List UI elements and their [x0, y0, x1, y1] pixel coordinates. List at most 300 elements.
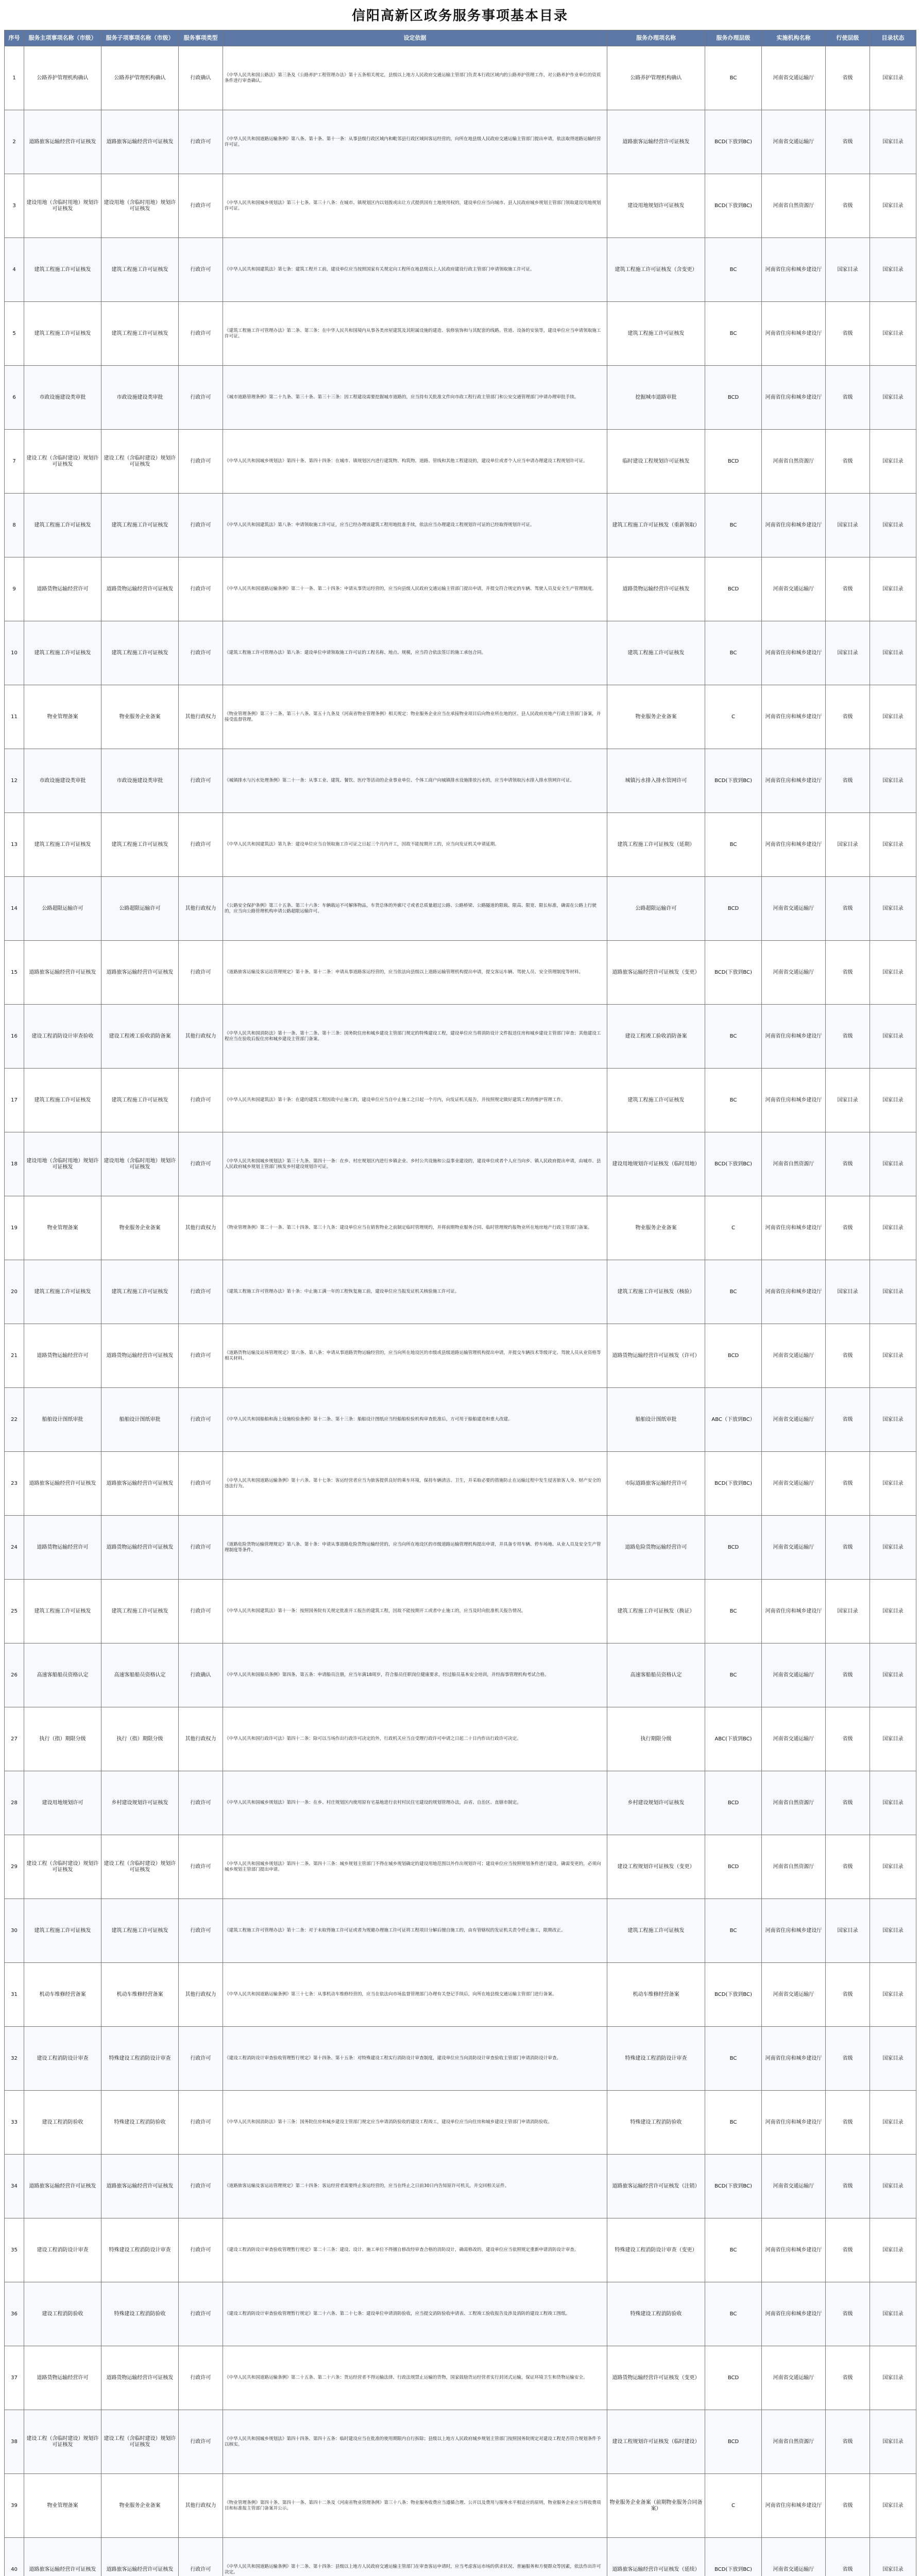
item-type: 行政许可 — [179, 2091, 223, 2155]
implementing-agency: 河南省住房和城乡建设厅 — [762, 366, 826, 430]
item-type: 行政许可 — [179, 366, 223, 430]
implementing-agency: 河南省住房和城乡建设厅 — [762, 1580, 826, 1643]
table-row — [5, 1324, 916, 1388]
catalog-status: 国家目录 — [870, 557, 916, 621]
row-number: 24 — [5, 1516, 24, 1580]
exercise-level: 省级 — [826, 1835, 870, 1899]
main-item-name: 建筑工程施工许可证核发 — [24, 1069, 101, 1132]
main-item-name: 建设工程消防设计审查 — [24, 2027, 101, 2091]
item-type: 行政许可 — [179, 621, 223, 685]
main-item-name: 道路旅客运输经营许可证核发 — [24, 2155, 101, 2218]
legal-basis: 《中华人民共和国城乡规划法》第三十七条、第三十八条：在城市、镇规划区内以划拨或出让方式提供国有土地使用权的，建设单位应当向城市、县人民政府城乡规划主管部门领取建设用地规划许可证。 — [223, 174, 607, 238]
legal-basis: 《中华人民共和国道路运输条例》第二十一条、第二十四条：申请从事货运经营的，应当向县级人民政府交通运输主管部门提出申请，并提交符合规定的车辆、驾驶人员及安全生产管理制度。 — [223, 557, 607, 621]
main-item-name: 道路货物运输经营许可 — [24, 2346, 101, 2410]
service-item-name: 物业服务企业备案 — [607, 685, 705, 749]
row-number: 16 — [5, 1005, 24, 1069]
catalog-status: 国家目录 — [870, 110, 916, 174]
service-item-name: 建筑工程施工许可证核发 — [607, 621, 705, 685]
row-number: 1 — [5, 46, 24, 110]
legal-basis: 《建筑工程施工许可管理办法》第八条：建设单位申请领取施工许可证的工程名称、地点、规模，应当符合依法签订的施工承包合同。 — [223, 621, 607, 685]
table-row — [5, 174, 916, 238]
item-type: 行政许可 — [179, 302, 223, 366]
sub-item-name: 市政设施建设类审批 — [101, 366, 179, 430]
handling-level: BC — [705, 621, 762, 685]
main-item-name: 建设用地（含临时用地）规划许可证核发 — [24, 1132, 101, 1196]
legal-basis: 《建筑工程施工许可管理办法》第十条：中止施工满一年的工程恢复施工前，建设单位应当报发证机关核验施工许可证。 — [223, 1260, 607, 1324]
sub-item-name: 道路货物运输经营许可证核发 — [101, 2346, 179, 2410]
table-row — [5, 1452, 916, 1516]
catalog-status: 国家目录 — [870, 2410, 916, 2474]
legal-basis: 《中华人民共和国建筑法》第七条：建筑工程开工前，建设单位应当按照国家有关规定向工程所在地县级以上人民政府建设行政主管部门申请领取施工许可证。 — [223, 238, 607, 302]
sub-item-name: 建筑工程施工许可证核发 — [101, 238, 179, 302]
sub-item-name: 特殊建设工程消防验收 — [101, 2282, 179, 2346]
catalog-status: 国家目录 — [870, 621, 916, 685]
item-type: 其他行政权力 — [179, 877, 223, 941]
item-type: 行政许可 — [179, 2282, 223, 2346]
exercise-level: 国家目录 — [826, 494, 870, 557]
sub-item-name: 特殊建设工程消防设计审查 — [101, 2218, 179, 2282]
exercise-level: 省级 — [826, 1771, 870, 1835]
item-type: 其他行政权力 — [179, 1707, 223, 1771]
exercise-level: 国家目录 — [826, 1069, 870, 1132]
main-item-name: 道路旅客运输经营许可证核发 — [24, 1452, 101, 1516]
column-header: 服务主项事项名称（市级） — [24, 30, 101, 46]
catalog-status: 国家目录 — [870, 1324, 916, 1388]
implementing-agency: 河南省交通运输厅 — [762, 1707, 826, 1771]
table-row — [5, 2155, 916, 2218]
handling-level: C — [705, 685, 762, 749]
catalog-status: 国家目录 — [870, 494, 916, 557]
handling-level: BC — [705, 302, 762, 366]
implementing-agency: 河南省住房和城乡建设厅 — [762, 2218, 826, 2282]
main-item-name: 建筑工程施工许可证核发 — [24, 1580, 101, 1643]
exercise-level: 省级 — [826, 877, 870, 941]
row-number: 39 — [5, 2474, 24, 2538]
exercise-level: 国家目录 — [826, 1580, 870, 1643]
item-type: 行政许可 — [179, 2346, 223, 2410]
row-number: 40 — [5, 2538, 24, 2576]
main-item-name: 道路旅客运输经营许可证核发 — [24, 941, 101, 1005]
implementing-agency: 河南省住房和城乡建设厅 — [762, 1899, 826, 1963]
service-item-name: 市际道路旅客运输经营许可 — [607, 1452, 705, 1516]
catalog-status: 国家目录 — [870, 1899, 916, 1963]
exercise-level: 省级 — [826, 2410, 870, 2474]
service-item-name: 特殊建设工程消防设计审查 — [607, 2027, 705, 2091]
service-item-name: 道路货物运输经营许可证核发（许可） — [607, 1324, 705, 1388]
exercise-level: 省级 — [826, 46, 870, 110]
main-item-name: 建筑工程施工许可证核发 — [24, 302, 101, 366]
catalog-status: 国家目录 — [870, 813, 916, 877]
main-item-name: 机动车维修经营备案 — [24, 1963, 101, 2027]
exercise-level: 省级 — [826, 2282, 870, 2346]
legal-basis: 《建设工程消防设计审查验收管理暂行规定》第二十六条、第二十七条：建设单位申请消防验收，应当提交消防验收申请表、工程竣工验收报告及涉及消防的建设工程竣工图纸。 — [223, 2282, 607, 2346]
implementing-agency: 河南省住房和城乡建设厅 — [762, 2027, 826, 2091]
sub-item-name: 道路货物运输经营许可证核发 — [101, 1324, 179, 1388]
handling-level: BC — [705, 2027, 762, 2091]
item-type: 行政许可 — [179, 174, 223, 238]
item-type: 行政确认 — [179, 1643, 223, 1707]
row-number: 2 — [5, 110, 24, 174]
table-row — [5, 1707, 916, 1771]
service-item-name: 建筑工程施工许可证核发（重新领取） — [607, 494, 705, 557]
legal-basis: 《中华人民共和国建筑法》第八条：申请领取施工许可证，应当已经办理该建筑工程用地批准手续，依法应当办理建设工程规划许可证的已经取得规划许可证。 — [223, 494, 607, 557]
legal-basis: 《中华人民共和国道路运输条例》第十六条、第十七条：客运经营者应当为旅客提供良好的乘车环境，保持车辆清洁、卫生，并采取必要的措施防止在运输过程中发生侵害旅客人身、财产安全的违法行为。 — [223, 1452, 607, 1516]
implementing-agency: 河南省住房和城乡建设厅 — [762, 2091, 826, 2155]
catalog-status: 国家目录 — [870, 1452, 916, 1516]
exercise-level: 省级 — [826, 1324, 870, 1388]
row-number: 11 — [5, 685, 24, 749]
item-type: 行政许可 — [179, 110, 223, 174]
main-item-name: 执行（指）期限分级 — [24, 1707, 101, 1771]
handling-level: BC — [705, 1005, 762, 1069]
legal-basis: 《中华人民共和国城乡规划法》第四十四条、第四十五条：临时建设应当在批准的使用期限内自行拆除；县级以上地方人民政府城乡规划主管部门按照国务院规定对建设工程是否符合规划条件予以核实。 — [223, 2410, 607, 2474]
main-item-name: 市政设施建设类审批 — [24, 749, 101, 813]
service-item-name: 建筑工程施工许可证核发（换证） — [607, 1580, 705, 1643]
implementing-agency: 河南省自然资源厅 — [762, 2410, 826, 2474]
implementing-agency: 河南省住房和城乡建设厅 — [762, 494, 826, 557]
implementing-agency: 河南省住房和城乡建设厅 — [762, 1196, 826, 1260]
table-row — [5, 1516, 916, 1580]
handling-level: BCD — [705, 2410, 762, 2474]
legal-basis: 《公路安全保护条例》第三十五条、第三十六条：车辆载运不可解体物品，车货总体的外廓尺寸或者总质量超过公路、公路桥梁、公路隧道的限载、限高、限宽、限长标准，确需在公路上行驶的，应当向公路管理机构申请公路超限运输许可。 — [223, 877, 607, 941]
row-number: 3 — [5, 174, 24, 238]
row-number: 8 — [5, 494, 24, 557]
handling-level: BC — [705, 1069, 762, 1132]
exercise-level: 省级 — [826, 749, 870, 813]
legal-basis: 《中华人民共和国城乡规划法》第四十二条、第四十三条：城乡规划主管部门不得在城乡规划确定的建设用地范围以外作出规划许可；建设单位应当按照规划条件进行建设，确需变更的，必须向城乡规划主管部门提出申请。 — [223, 1835, 607, 1899]
sub-item-name: 道路旅客运输经营许可证核发 — [101, 2155, 179, 2218]
handling-level: BCD(下放到BC) — [705, 941, 762, 1005]
row-number: 38 — [5, 2410, 24, 2474]
main-item-name: 建设用地（含临时用地）规划许可证核发 — [24, 174, 101, 238]
item-type: 行政许可 — [179, 1132, 223, 1196]
row-number: 37 — [5, 2346, 24, 2410]
handling-level: BC — [705, 1260, 762, 1324]
item-type: 行政许可 — [179, 1069, 223, 1132]
table-row — [5, 2410, 916, 2474]
table-row — [5, 2346, 916, 2410]
service-item-name: 道路货物运输经营许可证核发 — [607, 557, 705, 621]
sub-item-name: 建筑工程施工许可证核发 — [101, 1069, 179, 1132]
implementing-agency: 河南省自然资源厅 — [762, 430, 826, 494]
exercise-level: 省级 — [826, 2027, 870, 2091]
table-row — [5, 1388, 916, 1452]
implementing-agency: 河南省住房和城乡建设厅 — [762, 302, 826, 366]
header-row — [5, 30, 916, 46]
implementing-agency: 河南省交通运输厅 — [762, 1963, 826, 2027]
exercise-level: 省级 — [826, 1516, 870, 1580]
service-item-name: 建设用地规划许可证核发（临时用地） — [607, 1132, 705, 1196]
catalog-status: 国家目录 — [870, 685, 916, 749]
service-item-name: 挖掘城市道路审批 — [607, 366, 705, 430]
catalog-status: 国家目录 — [870, 2282, 916, 2346]
handling-level: BC — [705, 813, 762, 877]
exercise-level: 省级 — [826, 1005, 870, 1069]
sub-item-name: 道路货物运输经营许可证核发 — [101, 1516, 179, 1580]
item-type: 行政许可 — [179, 557, 223, 621]
service-item-name: 建筑工程施工许可证核发 — [607, 302, 705, 366]
handling-level: BCD(下放到BC) — [705, 1963, 762, 2027]
legal-basis: 《建筑工程施工许可管理办法》第二条、第三条：在中华人民共和国境内从事各类房屋建筑及其附属设施的建造、装修装饰和与其配套的线路、管道、设备的安装等，建设单位应当申请领取施工许可证。 — [223, 302, 607, 366]
service-item-name: 执行期限分级 — [607, 1707, 705, 1771]
main-item-name: 建筑工程施工许可证核发 — [24, 1899, 101, 1963]
table-row — [5, 1835, 916, 1899]
table-row — [5, 621, 916, 685]
column-header: 服务办理层级 — [705, 30, 762, 46]
table-row — [5, 685, 916, 749]
catalog-status: 国家目录 — [870, 2091, 916, 2155]
catalog-status: 国家目录 — [870, 1132, 916, 1196]
sub-item-name: 公路养护管理机构确认 — [101, 46, 179, 110]
table-row — [5, 366, 916, 430]
handling-level: ABC（下放到BC） — [705, 1388, 762, 1452]
table-row — [5, 302, 916, 366]
legal-basis: 《中华人民共和国建筑法》第九条：建设单位应当自领取施工许可证之日起三个月内开工，因故不能按期开工的，应当向发证机关申请延期。 — [223, 813, 607, 877]
sub-item-name: 特殊建设工程消防验收 — [101, 2091, 179, 2155]
catalog-status: 国家目录 — [870, 1260, 916, 1324]
catalog-status: 国家目录 — [870, 430, 916, 494]
handling-level: BCD — [705, 430, 762, 494]
catalog-status: 国家目录 — [870, 1005, 916, 1069]
service-item-name: 公路超限运输许可 — [607, 877, 705, 941]
item-type: 其他行政权力 — [179, 1196, 223, 1260]
table-row — [5, 494, 916, 557]
exercise-level: 省级 — [826, 1643, 870, 1707]
implementing-agency: 河南省住房和城乡建设厅 — [762, 813, 826, 877]
item-type: 行政许可 — [179, 238, 223, 302]
implementing-agency: 河南省交通运输厅 — [762, 46, 826, 110]
row-number: 15 — [5, 941, 24, 1005]
main-item-name: 公路养护管理机构确认 — [24, 46, 101, 110]
implementing-agency: 河南省住房和城乡建设厅 — [762, 1260, 826, 1324]
service-item-name: 物业服务企业备案（前期物业服务合同备案） — [607, 2474, 705, 2538]
item-type: 行政许可 — [179, 1516, 223, 1580]
row-number: 20 — [5, 1260, 24, 1324]
item-type: 其他行政权力 — [179, 685, 223, 749]
catalog-status: 国家目录 — [870, 749, 916, 813]
sub-item-name: 道路旅客运输经营许可证核发 — [101, 941, 179, 1005]
main-item-name: 道路货物运输经营许可 — [24, 1324, 101, 1388]
item-type: 行政许可 — [179, 1835, 223, 1899]
catalog-status: 国家目录 — [870, 2218, 916, 2282]
sub-item-name: 建设用地（含临时用地）规划许可证核发 — [101, 1132, 179, 1196]
implementing-agency: 河南省交通运输厅 — [762, 1388, 826, 1452]
handling-level: BCD(下放到BC) — [705, 110, 762, 174]
handling-level: BC — [705, 2218, 762, 2282]
catalog-status: 国家目录 — [870, 46, 916, 110]
legal-basis: 《中华人民共和国消防法》第十一条、第十二条、第十三条：国务院住房和城乡建设主管部门规定的特殊建设工程，建设单位应当将消防设计文件报送住房和城乡建设主管部门审查；其他建设工程应当在验收后报住房和城乡建设主管部门备案。 — [223, 1005, 607, 1069]
exercise-level: 省级 — [826, 302, 870, 366]
table-row — [5, 1643, 916, 1707]
sub-item-name: 道路旅客运输经营许可证核发 — [101, 110, 179, 174]
row-number: 9 — [5, 557, 24, 621]
service-item-name: 建设工程规划许可证核发（临时建设） — [607, 2410, 705, 2474]
table-row — [5, 238, 916, 302]
main-item-name: 建筑工程施工许可证核发 — [24, 813, 101, 877]
main-item-name: 船舶设计图纸审批 — [24, 1388, 101, 1452]
item-type: 行政许可 — [179, 1899, 223, 1963]
column-header: 实施机构名称 — [762, 30, 826, 46]
item-type: 行政许可 — [179, 1260, 223, 1324]
catalog-status: 国家目录 — [870, 174, 916, 238]
column-header: 服务子项事项名称（市级） — [101, 30, 179, 46]
main-item-name: 物业管理备案 — [24, 2474, 101, 2538]
handling-level: ABC(下放到BC) — [705, 1707, 762, 1771]
handling-level: BC — [705, 1643, 762, 1707]
row-number: 6 — [5, 366, 24, 430]
table-row — [5, 557, 916, 621]
handling-level: BCD(下放到BC) — [705, 1452, 762, 1516]
table-row — [5, 2027, 916, 2091]
legal-basis: 《中华人民共和国公路法》第三条及《公路养护工程管理办法》第十五条相关规定，县级以上地方人民政府交通运输主管部门负责本行政区域内的公路养护管理工作，对公路养护作业单位的资质条件进行审查确认。 — [223, 46, 607, 110]
legal-basis: 《物业管理条例》第四十条、第四十一条、第四十二条及《河南省物业管理条例》第三十八条：物业服务收费应当遵循合理、公开以及费用与服务水平相适应的原则，物业服务企业应当将收费项目和标准报主管部门备案并公示。 — [223, 2474, 607, 2538]
exercise-level: 省级 — [826, 1388, 870, 1452]
catalog-status: 国家目录 — [870, 2346, 916, 2410]
implementing-agency: 河南省交通运输厅 — [762, 110, 826, 174]
implementing-agency: 河南省交通运输厅 — [762, 1324, 826, 1388]
item-type: 行政许可 — [179, 1388, 223, 1452]
item-type: 行政许可 — [179, 2538, 223, 2576]
table-row — [5, 941, 916, 1005]
table-row — [5, 46, 916, 110]
item-type: 行政许可 — [179, 2155, 223, 2218]
exercise-level: 省级 — [826, 366, 870, 430]
row-number: 27 — [5, 1707, 24, 1771]
legal-basis: 《道路旅客运输及客运站管理规定》第十条、第十二条：申请从事道路客运经营的，应当依法向县级以上道路运输管理机构提出申请，提交客运车辆、驾驶人员、安全管理制度等材料。 — [223, 941, 607, 1005]
table-row — [5, 813, 916, 877]
table-body — [5, 46, 916, 2576]
service-item-name: 建设工程竣工验收消防备案 — [607, 1005, 705, 1069]
row-number: 34 — [5, 2155, 24, 2218]
implementing-agency: 河南省交通运输厅 — [762, 557, 826, 621]
main-item-name: 道路货物运输经营许可 — [24, 1516, 101, 1580]
handling-level: BCD(下放到BC) — [705, 1132, 762, 1196]
exercise-level: 国家目录 — [826, 238, 870, 302]
main-item-name: 建筑工程施工许可证核发 — [24, 238, 101, 302]
catalog-status: 国家目录 — [870, 1516, 916, 1580]
implementing-agency: 河南省交通运输厅 — [762, 1516, 826, 1580]
sub-item-name: 市政设施建设类审批 — [101, 749, 179, 813]
catalog-status: 国家目录 — [870, 2155, 916, 2218]
row-number: 35 — [5, 2218, 24, 2282]
sub-item-name: 物业服务企业备案 — [101, 685, 179, 749]
table-row — [5, 1005, 916, 1069]
row-number: 10 — [5, 621, 24, 685]
legal-basis: 《物业管理条例》第二十一条、第三十四条、第三十九条：建设单位应当在销售物业之前制定临时管理规约，并将前期物业服务合同、临时管理规约报物业所在地房地产行政主管部门备案。 — [223, 1196, 607, 1260]
catalog-status: 国家目录 — [870, 941, 916, 1005]
sub-item-name: 执行（指）期限分级 — [101, 1707, 179, 1771]
exercise-level: 省级 — [826, 1132, 870, 1196]
service-item-name: 乡村建设规划许可证核发 — [607, 1771, 705, 1835]
table-row — [5, 2282, 916, 2346]
sub-item-name: 建设工程（含临时建设）规划许可证核发 — [101, 2410, 179, 2474]
service-item-name: 物业服务企业备案 — [607, 1196, 705, 1260]
row-number: 19 — [5, 1196, 24, 1260]
implementing-agency: 河南省交通运输厅 — [762, 941, 826, 1005]
exercise-level: 省级 — [826, 2155, 870, 2218]
implementing-agency: 河南省自然资源厅 — [762, 1835, 826, 1899]
sub-item-name: 物业服务企业备案 — [101, 1196, 179, 1260]
implementing-agency: 河南省交通运输厅 — [762, 2346, 826, 2410]
exercise-level: 省级 — [826, 110, 870, 174]
legal-basis: 《道路危险货物运输管理规定》第八条、第十条：申请从事道路危险货物运输经营的，应当向所在地设区的市级道路运输管理机构提出申请，并具备专用车辆、停车场地、从业人员及安全生产管理制度等条件。 — [223, 1516, 607, 1580]
row-number: 30 — [5, 1899, 24, 1963]
exercise-level: 国家目录 — [826, 1260, 870, 1324]
handling-level: BC — [705, 46, 762, 110]
item-type: 行政许可 — [179, 1771, 223, 1835]
main-item-name: 建设工程（含临时建设）规划许可证核发 — [24, 430, 101, 494]
catalog-status: 国家目录 — [870, 1069, 916, 1132]
sub-item-name: 建筑工程施工许可证核发 — [101, 1899, 179, 1963]
main-item-name: 建设用地规划许可 — [24, 1771, 101, 1835]
item-type: 行政许可 — [179, 1324, 223, 1388]
catalog-status: 国家目录 — [870, 2474, 916, 2538]
service-item-name: 道路货物运输经营许可证核发（变更） — [607, 2346, 705, 2410]
implementing-agency: 河南省住房和城乡建设厅 — [762, 238, 826, 302]
implementing-agency: 河南省住房和城乡建设厅 — [762, 1005, 826, 1069]
sub-item-name: 道路货物运输经营许可证核发 — [101, 557, 179, 621]
implementing-agency: 河南省交通运输厅 — [762, 877, 826, 941]
legal-basis: 《物业管理条例》第三十二条、第三十八条、第五十九条及《河南省物业管理条例》相关规定：物业服务企业应当在承接物业项目后向物业所在地的区、县人民政府房地产行政主管部门备案，并接受监督管理。 — [223, 685, 607, 749]
main-item-name: 物业管理备案 — [24, 685, 101, 749]
legal-basis: 《中华人民共和国船员条例》第四条、第五条：申请船员注册，应当年满18周岁，符合船员任职岗位健康要求，经过船员基本安全培训，并经海事管理机构考试合格。 — [223, 1643, 607, 1707]
table-row — [5, 749, 916, 813]
exercise-level: 省级 — [826, 174, 870, 238]
service-item-name: 建筑工程施工许可证核发（核验） — [607, 1260, 705, 1324]
handling-level: BCD — [705, 1516, 762, 1580]
exercise-level: 省级 — [826, 2474, 870, 2538]
table-row — [5, 877, 916, 941]
service-item-name: 道路旅客运输经营许可证核发（延续） — [607, 2538, 705, 2576]
row-number: 32 — [5, 2027, 24, 2091]
legal-basis: 《城镇排水与污水处理条例》第二十一条：从事工业、建筑、餐饮、医疗等活动的企业事业单位、个体工商户向城镇排水设施排放污水的，应当申请领取污水排入排水管网许可证。 — [223, 749, 607, 813]
main-item-name: 建筑工程施工许可证核发 — [24, 1260, 101, 1324]
table-row — [5, 1580, 916, 1643]
sub-item-name: 建筑工程施工许可证核发 — [101, 1580, 179, 1643]
item-type: 其他行政权力 — [179, 2474, 223, 2538]
legal-basis: 《中华人民共和国城乡规划法》第三十九条、第四十一条：在乡、村庄规划区内进行乡镇企业、乡村公共设施和公益事业建设的，建设单位或者个人应当向乡、镇人民政府提出申请，由城市、县人民政府城乡规划主管部门核发乡村建设规划许可证。 — [223, 1132, 607, 1196]
service-item-name: 建设用地规划许可证核发 — [607, 174, 705, 238]
exercise-level: 省级 — [826, 430, 870, 494]
implementing-agency: 河南省住房和城乡建设厅 — [762, 621, 826, 685]
handling-level: BCD — [705, 2346, 762, 2410]
implementing-agency: 河南省自然资源厅 — [762, 174, 826, 238]
service-item-name: 建筑工程施工许可证核发 — [607, 1899, 705, 1963]
legal-basis: 《建设工程消防设计审查验收管理暂行规定》第二十三条：建设、设计、施工单位不得擅自修改经审查合格的消防设计，确需修改的，建设单位应当依照规定重新申请消防设计审查。 — [223, 2218, 607, 2282]
handling-level: BCD — [705, 1324, 762, 1388]
main-item-name: 高速客船船员资格认定 — [24, 1643, 101, 1707]
service-item-name: 道路危险货物运输经营许可 — [607, 1516, 705, 1580]
row-number: 21 — [5, 1324, 24, 1388]
row-number: 26 — [5, 1643, 24, 1707]
handling-level: BCD — [705, 1835, 762, 1899]
item-type: 行政许可 — [179, 2218, 223, 2282]
main-item-name: 建筑工程施工许可证核发 — [24, 494, 101, 557]
exercise-level: 省级 — [826, 1963, 870, 2027]
service-item-name: 道路旅客运输经营许可证核发（变更） — [607, 941, 705, 1005]
item-type: 行政许可 — [179, 494, 223, 557]
table-row — [5, 2474, 916, 2538]
table-row — [5, 1963, 916, 2027]
table-row — [5, 1132, 916, 1196]
handling-level: BCD — [705, 877, 762, 941]
exercise-level: 省级 — [826, 2218, 870, 2282]
handling-level: BC — [705, 1580, 762, 1643]
sub-item-name: 船舶设计图纸审批 — [101, 1388, 179, 1452]
service-item-name: 特殊建设工程消防设计审查（变更） — [607, 2218, 705, 2282]
implementing-agency: 河南省交通运输厅 — [762, 2538, 826, 2576]
catalog-status: 国家目录 — [870, 1707, 916, 1771]
